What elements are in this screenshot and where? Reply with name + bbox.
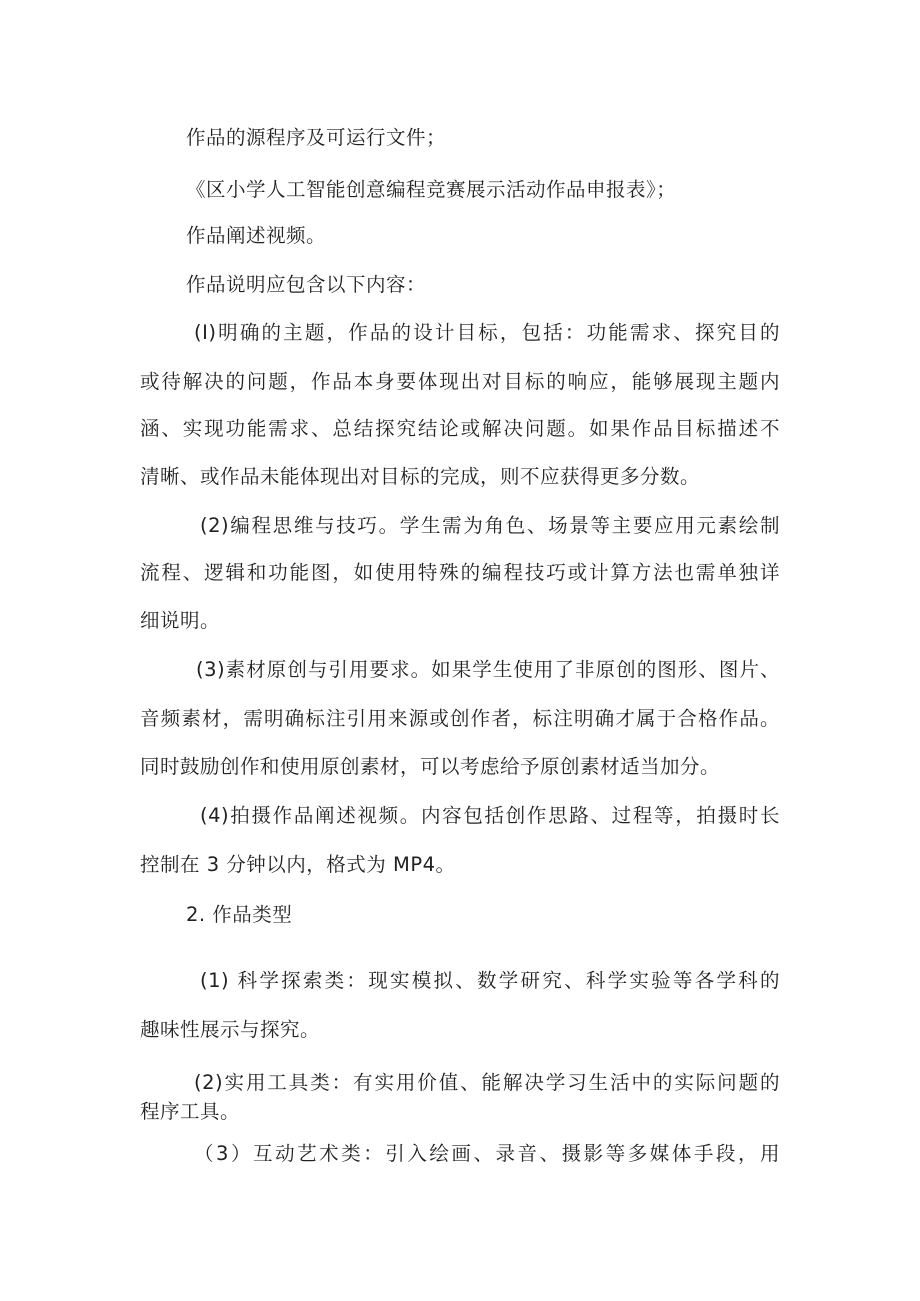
paragraph-3-line-1: (3)素材原创与引用要求。如果学生使用了非原创的图形、图片、 [196, 658, 780, 681]
list-item-source-program: 作品的源程序及可运行文件； [186, 126, 447, 149]
type-2-line-1: (2)实用工具类：有实用价值、能解决学习生活中的实际问题的 [194, 1071, 780, 1094]
paragraph-2-line-1: (2)编程思维与技巧。学生需为角色、场景等主要应用元素绘制 [200, 514, 780, 537]
type-3-line-1: （3）互动艺术类：引入绘画、录音、摄影等多媒体手段，用 [194, 1142, 780, 1165]
paragraph-4-line-2: 控制在 3 分钟以内，格式为 MP4。 [140, 853, 456, 876]
paragraph-1-line-1: (I)明确的主题，作品的设计目标，包括：功能需求、探究目的 [194, 321, 780, 344]
paragraph-2-line-2: 流程、逻辑和功能图，如使用特殊的编程技巧或计算方法也需单独详 [140, 561, 780, 584]
paragraph-3-line-3: 同时鼓励创作和使用原创素材，可以考虑给予原创素材适当加分。 [140, 755, 721, 778]
paragraph-1-line-2: 或待解决的问题，作品本身要体现出对目标的响应，能够展现主题内 [140, 370, 780, 393]
type-1-line-2: 趣味性展示与探究。 [140, 1018, 321, 1041]
paragraph-1-line-4: 清晰、或作品未能体现出对目标的完成，则不应获得更多分数。 [140, 465, 701, 488]
paragraph-intro: 作品说明应包含以下内容： [186, 273, 427, 296]
paragraph-1-line-3: 涵、实现功能需求、总结探究结论或解决问题。如果作品目标描述不 [140, 417, 780, 440]
paragraph-3-line-2: 音频素材，需明确标注引用来源或创作者，标注明确才属于合格作品。 [140, 707, 780, 730]
paragraph-2-line-3: 细说明。 [140, 609, 221, 632]
paragraph-4-line-1: (4)拍摄作品阐述视频。内容包括创作思路、过程等，拍摄时长 [200, 804, 780, 827]
type-1-line-1: (1) 科学探索类：现实模拟、数学研究、科学实验等各学科的 [200, 969, 780, 992]
list-item-application-form: 《区小学人工智能创意编程竞赛展示活动作品申报表》； [186, 178, 677, 201]
type-2-line-2: 程序工具。 [140, 1100, 241, 1123]
list-item-video: 作品阐述视频。 [186, 224, 327, 247]
section-heading-work-types: 2. 作品类型 [186, 903, 293, 926]
